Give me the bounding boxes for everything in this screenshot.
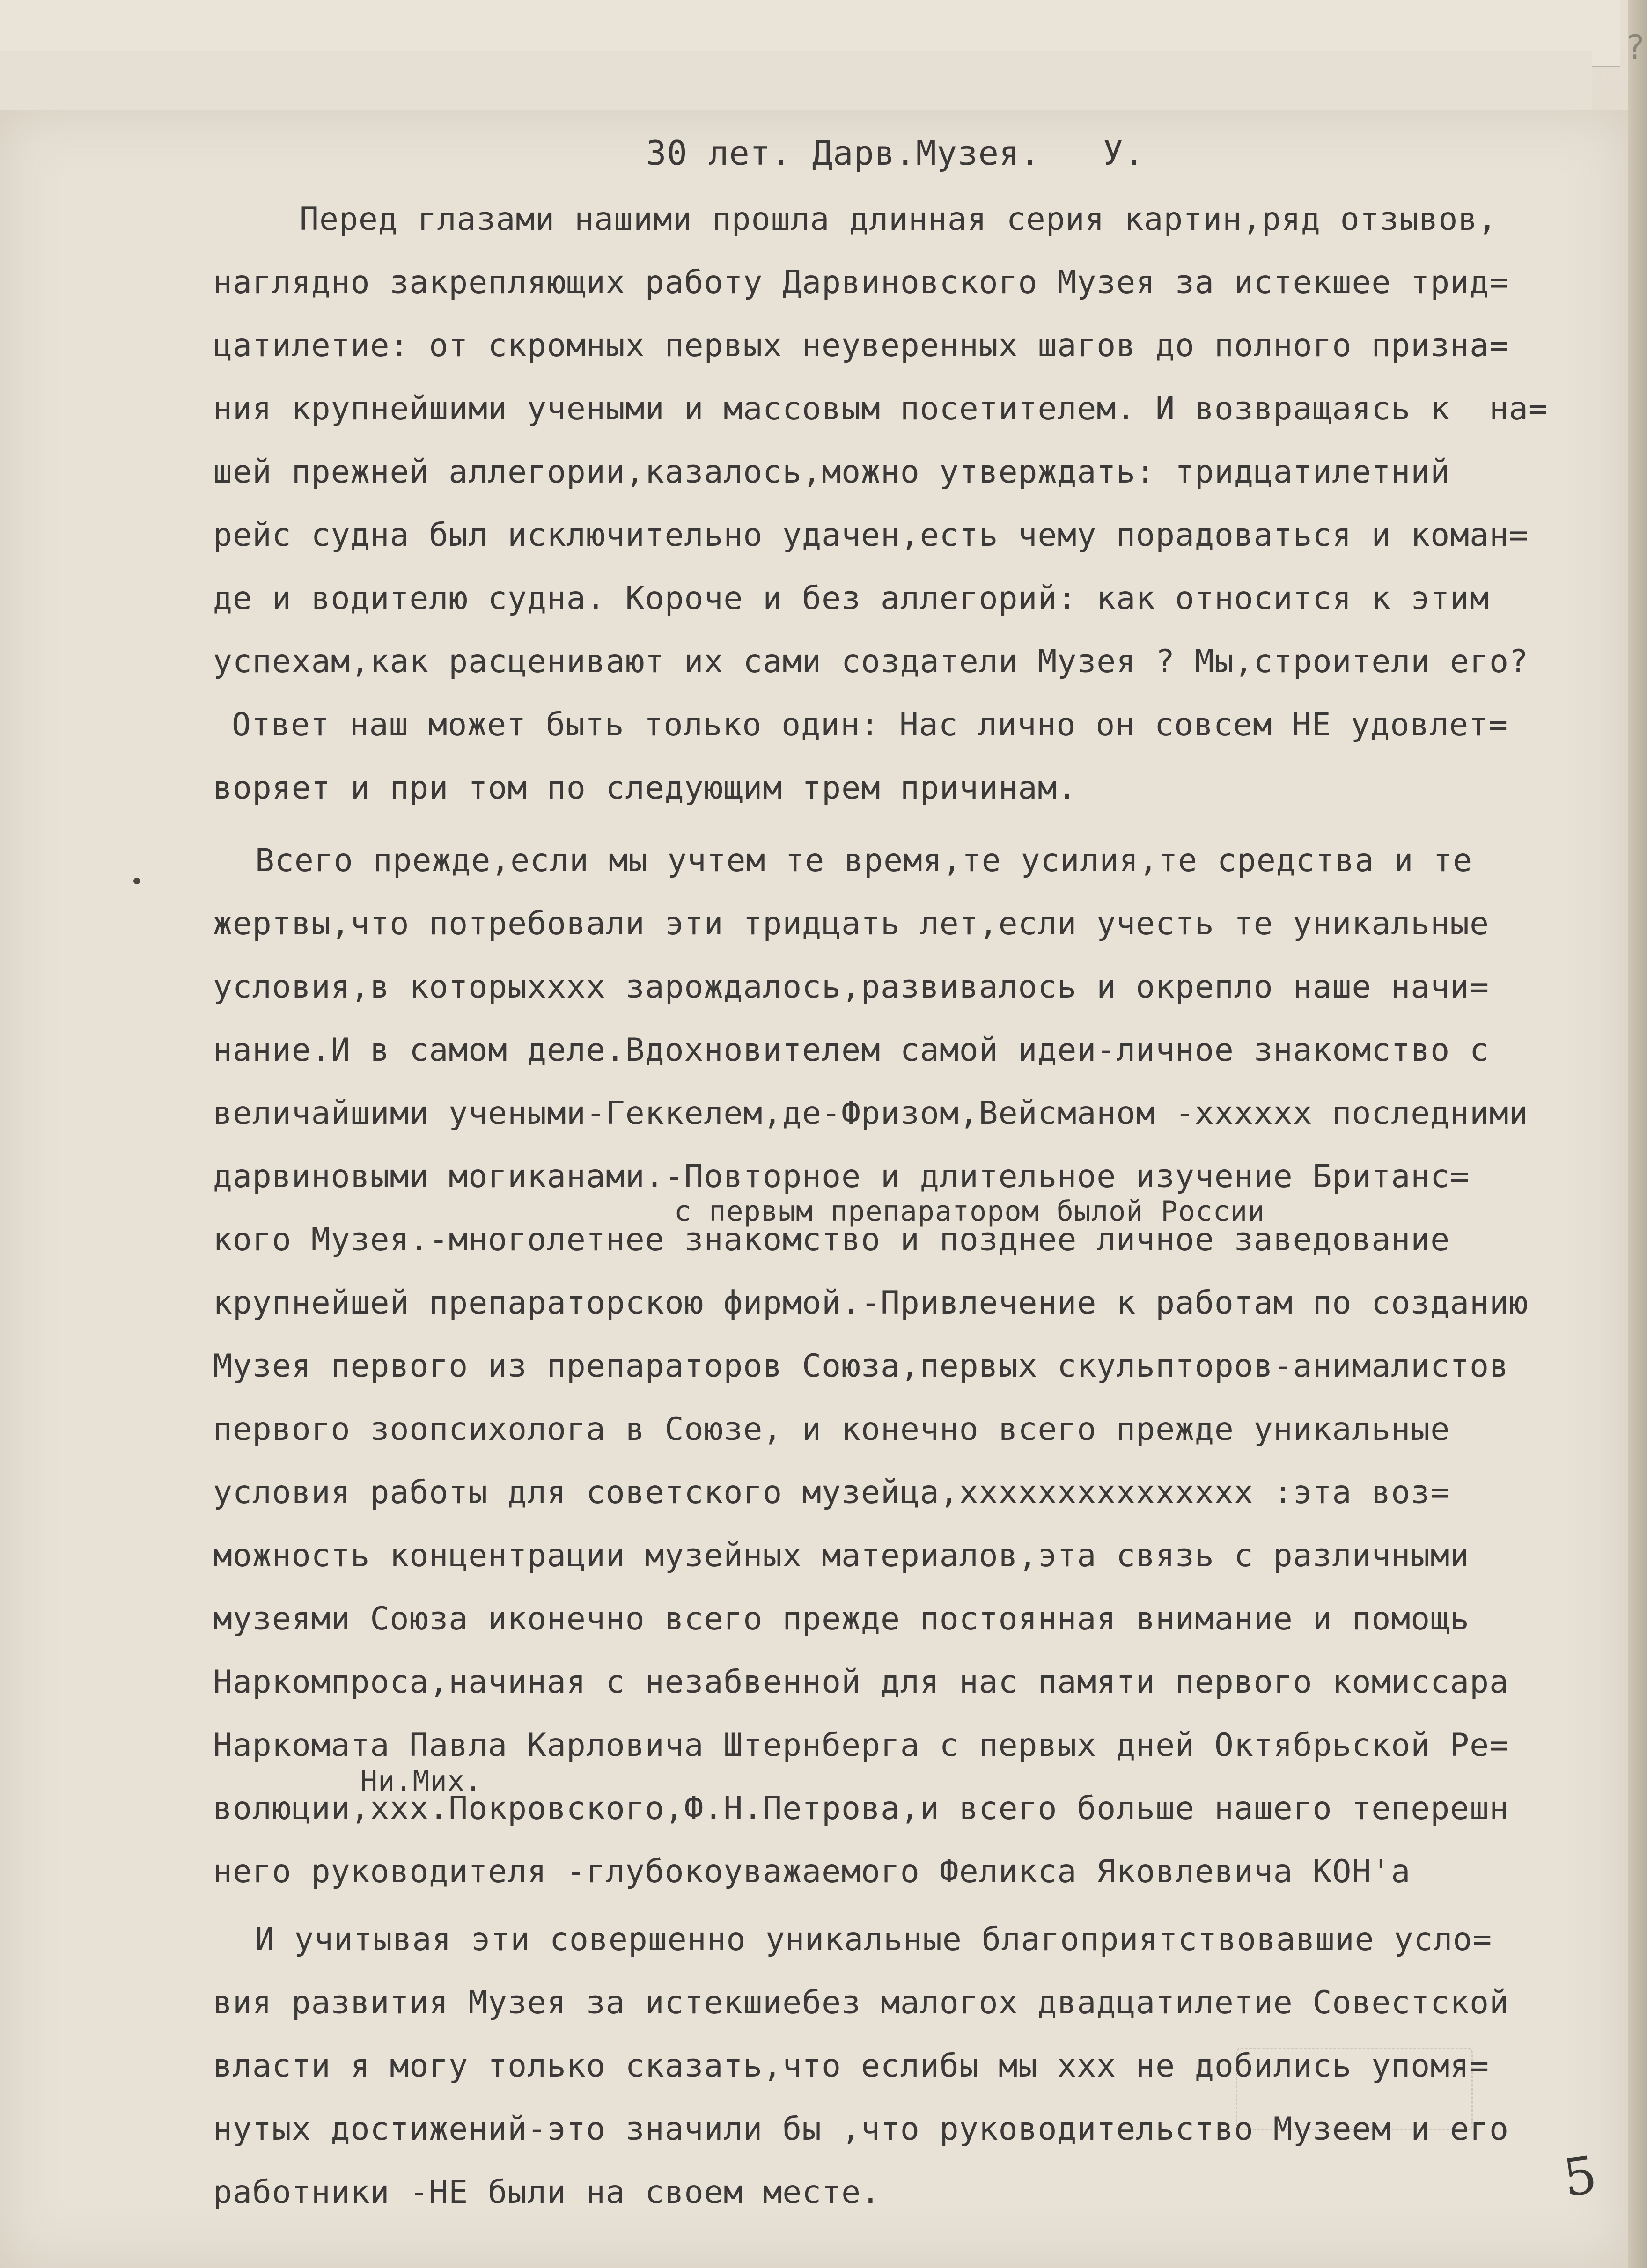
text-line: успехам,как расценивают их сами создатели Музея ? Мы,строители его? xyxy=(213,643,1529,680)
text-line: работники -НЕ были на своем месте. xyxy=(213,2174,881,2211)
text-line: дарвиновыми могиканами.-Повторное и длительное изучение Британс= xyxy=(213,1158,1470,1195)
text-line: шей прежней аллегории,казалось,можно утверждать: тридцатилетний xyxy=(213,454,1450,491)
text-line: него руководителя -глубокоуважаемого Феликса Яковлевича КОН'а xyxy=(213,1853,1411,1890)
ink-dot xyxy=(133,878,140,884)
text-line: кого Музея.-многолетнее знакомство и позднее личное заведование xyxy=(213,1221,1450,1258)
text-line: волюции,ххх.Покровского,Ф.Н.Петрова,и всего больше нашего теперешн xyxy=(213,1790,1509,1827)
paper-edge xyxy=(1628,0,1647,2268)
text-line: музеями Союза иконечно всего прежде постоянная внимание и помощь xyxy=(213,1600,1470,1637)
text-line: ния крупнейшими учеными и массовым посетителем. И возвращаясь к на= xyxy=(213,390,1548,427)
page-number: 5 xyxy=(1559,2144,1601,2209)
interlinear-insert: с первым препаратором былой России xyxy=(674,1195,1265,1228)
text-line: Наркомата Павла Карловича Штернберга с первых дней Октябрьской Ре= xyxy=(213,1727,1509,1764)
corner-mark: ? xyxy=(1627,28,1645,66)
text-line: нутых достижений-это значили бы ,что руководительство Музеем и его xyxy=(213,2111,1509,2148)
text-line: цатилетие: от скромных первых неуверенных шагов до полного призна= xyxy=(213,327,1509,364)
text-line: величайшими учеными-Геккелем,де-Фризом,Вейсманом -хххххх последними xyxy=(213,1095,1529,1132)
text-line: жертвы,что потребовали эти тридцать лет,если учесть те уникальные xyxy=(213,905,1490,942)
text-line: нание.И в самом деле.Вдохновителем самой идеи-личное знакомство с xyxy=(213,1032,1490,1069)
text-line: Ответ наш может быть только один: Нас лично он совсем НЕ удовлет= xyxy=(232,706,1508,743)
interlinear-insert: Ни.Мих. xyxy=(360,1765,482,1798)
text-line: условия,в которыхххх зарождалось,развивалось и окрепло наше начи= xyxy=(213,969,1490,1006)
faint-stamp xyxy=(1236,2048,1473,2130)
text-line: рейс судна был исключительно удачен,есть чему порадоваться и коман= xyxy=(213,517,1529,554)
text-line: Перед глазами нашими прошла длинная серия картин,ряд отзывов, xyxy=(300,201,1498,238)
text-line: И учитывая эти совершенно уникальные благоприятствовавшие усло= xyxy=(255,1921,1493,1958)
text-line: воряет и при том по следующим трем причинам. xyxy=(213,770,1077,807)
text-line: можность концентрации музейных материалов,эта связь с различными xyxy=(213,1537,1470,1574)
text-line: де и водителю судна. Короче и без аллегорий: как относится к этим xyxy=(213,580,1490,617)
text-line: Музея первого из препараторов Союза,первых скульпторов-анималистов xyxy=(213,1348,1509,1385)
text-line: власти я могу только сказать,что еслибы мы ххх не добились упомя= xyxy=(213,2048,1490,2085)
text-line: крупнейшей препараторскою фирмой.-Привлечение к работам по созданию xyxy=(213,1284,1529,1321)
text-line: первого зоопсихолога в Союзе, и конечно всего прежде уникальные xyxy=(213,1411,1450,1448)
back-sheet-2 xyxy=(0,51,1592,114)
text-line: условия работы для советского музейца,ххххххххххххххх :эта воз= xyxy=(213,1474,1450,1511)
text-line: вия развития Музея за истекшиебез малогох двадцатилетие Совестской xyxy=(213,1984,1509,2021)
typed-text xyxy=(0,110,1628,2268)
page-title: 30 лет. Дарв.Музея. У. xyxy=(646,133,1145,173)
text-line: Всего прежде,если мы учтем те время,те усилия,те средства и те xyxy=(255,842,1473,879)
typed-page xyxy=(0,110,1628,2268)
text-line: наглядно закрепляющих работу Дарвиновского Музея за истекшее трид= xyxy=(213,264,1509,301)
text-line: Наркомпроса,начиная с незабвенной для нас памяти первого комиссара xyxy=(213,1664,1509,1701)
